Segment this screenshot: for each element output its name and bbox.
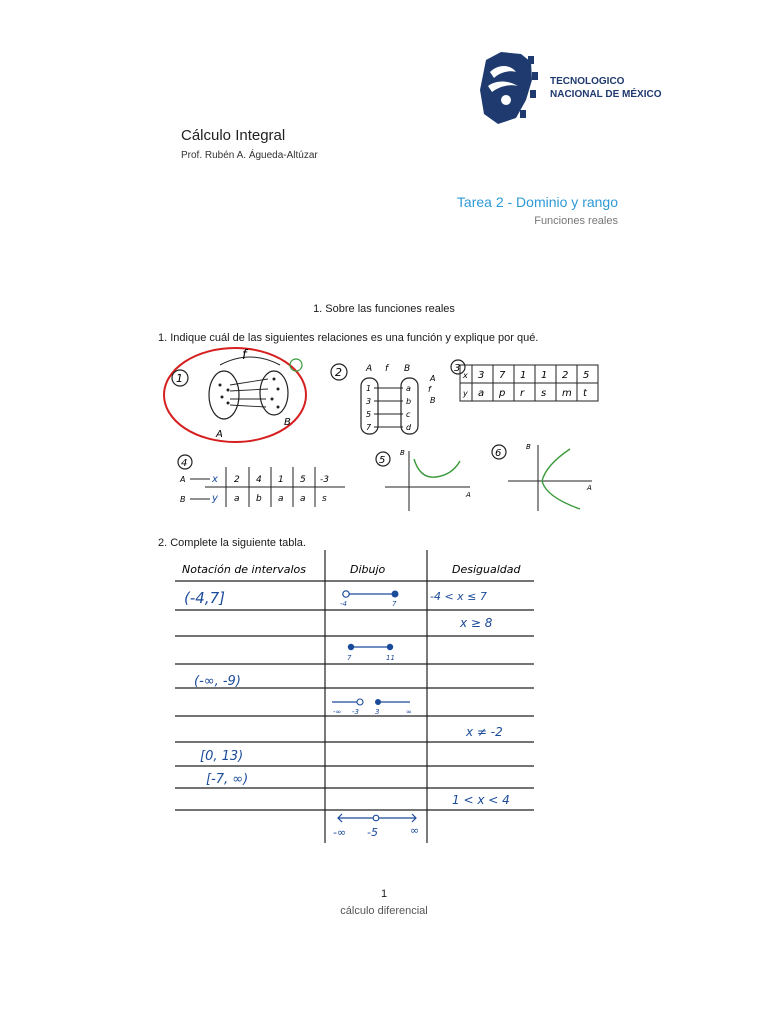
- row-5-drawing-label-2: 3: [375, 708, 380, 716]
- question-1-text: 1. Indique cuál de las siguientes relaciones es una función y explique por qué.: [158, 332, 539, 344]
- task-subtitle: Funciones reales: [534, 215, 618, 227]
- row-10-drawing-label-2: ∞: [410, 824, 420, 837]
- diagram-4-row-x: x: [212, 474, 218, 485]
- row-10-drawing-label-1: -5: [367, 826, 378, 839]
- table-row: [333, 814, 419, 839]
- diagram-3-y-values: [478, 388, 588, 399]
- diagram-3-x-0: 3: [478, 370, 485, 381]
- diagram-2-domain-1: 3: [366, 397, 372, 406]
- diagram-4-y-1: b: [256, 494, 262, 504]
- diagram-3-x-1: 7: [499, 370, 506, 381]
- professor-name: Prof. Rubén A. Águeda-Altúzar: [181, 150, 318, 161]
- row-1-inequality: -4 < x ≤ 7: [430, 590, 487, 603]
- logo-line2: NACIONAL DE MÉXICO: [550, 89, 662, 100]
- row-9-inequality: 1 < x < 4: [452, 793, 510, 807]
- diagram-3-x-values: [478, 370, 589, 381]
- question-1-diagrams: [150, 345, 620, 520]
- row-1-interval: (-4,7]: [184, 589, 225, 607]
- diagram-6: [492, 443, 592, 511]
- tecnm-emblem-icon: [476, 50, 662, 130]
- diagram-4-y-values: [234, 494, 327, 504]
- diagram-3: [428, 360, 598, 405]
- row-5-drawing-label-3: ∞: [406, 708, 412, 716]
- row-5-drawing-label-0: -∞: [333, 708, 342, 716]
- diagram-1-set-b: B: [284, 417, 291, 428]
- diagram-3-y-4: m: [562, 388, 572, 399]
- logo-line1: TECNOLOGICO: [550, 76, 625, 87]
- diagram-5-axis-x: A: [466, 491, 471, 499]
- diagram-6-axis-x: A: [587, 484, 592, 492]
- section-heading: 1. Sobre las funciones reales: [313, 303, 455, 315]
- diagram-3-y-5: t: [583, 388, 587, 399]
- diagram-2-set-a: A: [366, 364, 373, 374]
- header-interval-notation: Notación de intervalos: [182, 563, 306, 576]
- diagram-4-y-2: a: [278, 494, 284, 504]
- table-row: [465, 725, 503, 739]
- table-row: [200, 749, 243, 764]
- diagram-3-y-0: a: [478, 388, 485, 399]
- diagram-4-x-0: 2: [234, 475, 240, 485]
- institution-logo: [476, 50, 662, 130]
- question-2-text: 2. Complete la siguiente tabla.: [158, 537, 306, 549]
- task-title: Tarea 2 - Dominio y rango: [456, 194, 618, 210]
- diagram-4-y-4: s: [322, 494, 327, 504]
- diagram-1-number: 1: [176, 372, 183, 385]
- table-row: [194, 674, 241, 689]
- diagram-2-codomain-0: a: [406, 384, 411, 393]
- diagram-6-number: 6: [495, 448, 502, 459]
- diagram-3-arrow-b: B: [430, 396, 436, 405]
- diagram-5-axis-y: B: [400, 449, 405, 457]
- diagram-3-row-y: y: [463, 389, 468, 398]
- diagram-4-number: 4: [181, 458, 188, 469]
- diagram-2-domain-2: 5: [366, 410, 372, 419]
- row-8-interval: [-7, ∞): [206, 772, 249, 787]
- diagram-4-arrow-b: B: [180, 495, 186, 504]
- diagram-2-set-b: B: [404, 364, 411, 374]
- diagram-3-arrow-a: A: [430, 374, 436, 383]
- table-row: [184, 589, 487, 608]
- diagram-2-domain-0: 1: [366, 384, 372, 393]
- diagram-2-codomain-1: b: [406, 397, 412, 406]
- diagram-1-set-a: A: [216, 429, 223, 440]
- table-row: [452, 793, 510, 807]
- table-row: [206, 772, 248, 787]
- diagram-4-x-2: 1: [278, 475, 284, 485]
- row-3-drawing-label-1: 11: [386, 654, 395, 662]
- row-10-drawing-label-0: -∞: [333, 826, 347, 839]
- course-title: Cálculo Integral: [181, 127, 286, 144]
- diagram-5: [376, 449, 471, 511]
- diagram-2-codomain-3: d: [406, 423, 412, 432]
- row-2-inequality: x ≥ 8: [460, 616, 493, 630]
- row-1-drawing-label-0: -4: [340, 600, 347, 608]
- diagram-2-domain-3: 7: [366, 423, 372, 432]
- diagram-3-arrow-f: f: [428, 385, 431, 394]
- diagram-4-row-y: y: [212, 493, 218, 504]
- diagram-2: [331, 364, 418, 434]
- diagram-4-y-3: a: [300, 494, 306, 504]
- header-drawing: Dibujo: [350, 563, 386, 576]
- diagram-3-y-1: p: [499, 388, 506, 399]
- row-3-drawing-label-0: 7: [347, 654, 352, 662]
- diagram-2-f: f: [385, 364, 389, 374]
- row-1-drawing-label-1: 7: [392, 600, 397, 608]
- diagram-3-x-3: 1: [541, 370, 548, 381]
- table-row: [347, 644, 395, 662]
- diagram-4-arrow-a: A: [180, 475, 186, 484]
- footer-text: cálculo diferencial: [340, 905, 428, 917]
- interval-table: [170, 548, 550, 846]
- diagram-3-x-5: 5: [583, 370, 590, 381]
- row-4-interval: (-∞, -9): [194, 674, 241, 689]
- table-row: [332, 699, 412, 716]
- header-inequality: Desigualdad: [452, 563, 521, 576]
- row-6-inequality: x ≠ -2: [466, 725, 503, 739]
- diagram-6-axis-y: B: [526, 443, 531, 451]
- diagram-3-y-3: s: [541, 388, 547, 399]
- diagram-3-number: 3: [454, 363, 461, 374]
- page-number: 1: [380, 888, 388, 900]
- diagram-4-y-0: a: [234, 494, 240, 504]
- diagram-4: [178, 455, 345, 507]
- diagram-3-row-x: x: [463, 371, 468, 380]
- diagram-4-x-1: 4: [256, 475, 262, 485]
- diagram-4-x-3: 5: [300, 475, 306, 485]
- diagram-5-number: 5: [379, 455, 386, 466]
- diagram-3-y-2: r: [520, 388, 525, 399]
- diagram-1-f: f: [242, 348, 247, 363]
- diagram-3-x-4: 2: [562, 370, 569, 381]
- row-7-interval: [0, 13): [200, 749, 244, 764]
- diagram-3-x-2: 1: [520, 370, 527, 381]
- diagram-1: [164, 348, 306, 442]
- table-row: [459, 616, 493, 630]
- diagram-4-x-4: -3: [320, 475, 329, 485]
- row-5-drawing-label-1: -3: [352, 708, 359, 716]
- diagram-2-number: 2: [335, 366, 342, 379]
- diagram-2-codomain-2: c: [406, 410, 411, 419]
